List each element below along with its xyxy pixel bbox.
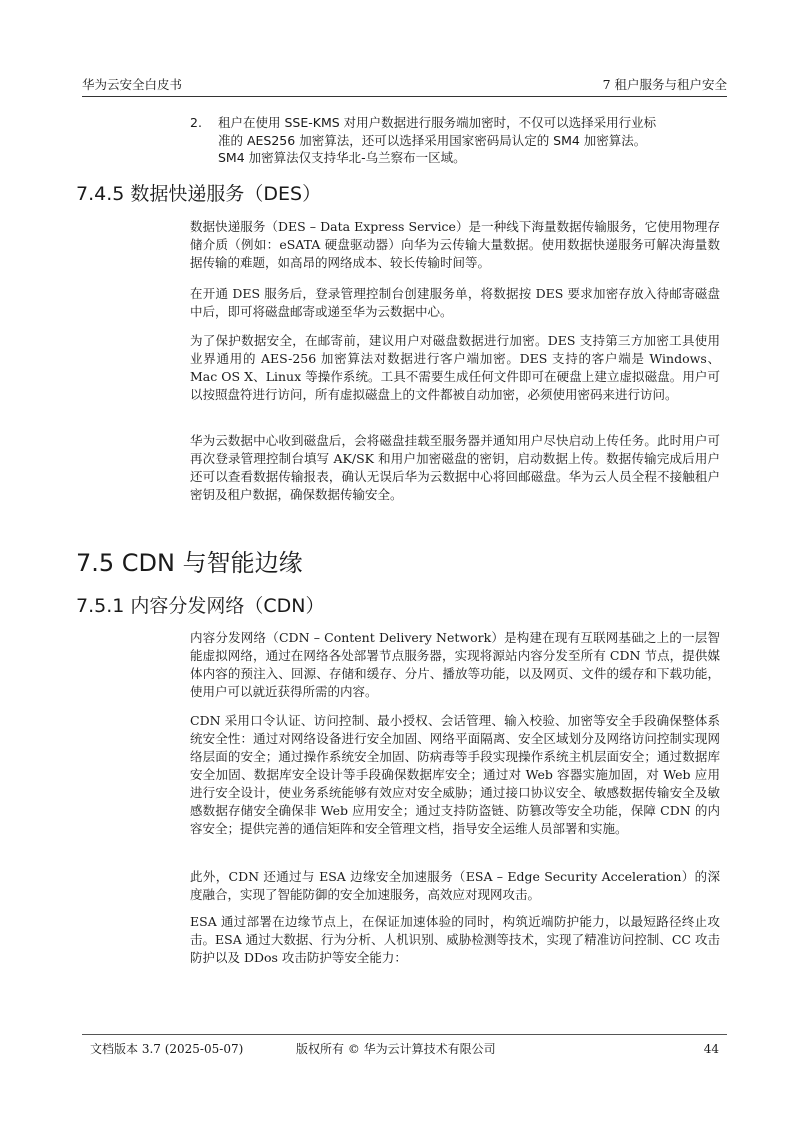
footer-copyright: 版权所有 © 华为云计算技术有限公司 (296, 1042, 496, 1056)
list-item-line: 租户在使用 SSE-KMS 对用户数据进行服务端加密时，不仅可以选择采用行业标 (218, 115, 657, 130)
list-item-line: 准的 AES256 加密算法，还可以选择采用国家密码局认定的 SM4 加密算法。 (218, 132, 647, 148)
paragraph: 内容分发网络（CDN – Content Delivery Network）是构建在现有互联网基础之上的一层智能虚拟网络，通过在网络各处部署节点服务器，实现将源站内容分发至所有 CDN 节点，提供媒体内容的预注入、回源、存储和缓存、分片、播放等功能，以及网页、文件的缓存和下载功能，使用户可以就近获得所需的内容。 (190, 630, 720, 699)
footer-version: 文档版本 3.7 (2025-05-07) (90, 1042, 244, 1056)
paragraph: ESA 通过部署在边缘节点上，在保证加速体验的同时，构筑近端防护能力，以最短路径终止攻击。ESA 通过大数据、行为分析、人机识别、威胁检测等技术，实现了精准访问控制、CC 攻击防护以及 DDos 攻击防护等安全能力： (190, 914, 720, 965)
paragraph: 为了保护数据安全，在邮寄前，建议用户对磁盘数据进行加密。DES 支持第三方加密工具使用业界通用的 AES-256 加密算法对数据进行客户端加密。DES 支持的客户端是 Windows、Mac OS X、Linux 等操作系统。工具不需要生成任何文件即可在硬盘上建立虚拟磁盘。用户可以按照盘符进行访问，所有虚拟磁盘上的文件都被自动加密，必须使用密码来进行访问。 (190, 333, 720, 402)
section-heading-7-5-1: 7.5.1 内容分发网络（CDN） (76, 595, 325, 617)
paragraph: 数据快递服务（DES – Data Express Service）是一种线下海量数据传输服务，它使用物理存储介质（例如：eSATA 硬盘驱动器）向华为云传输大量数据。使用数据快递服务可解决海量数据传输的难题，如高昂的网络成本、较长传输时间等。 (190, 219, 720, 270)
list-item-number: 2. (190, 115, 202, 130)
chapter-heading-7-5: 7.5 CDN 与智能边缘 (76, 549, 303, 577)
paragraph: 在开通 DES 服务后，登录管理控制台创建服务单，将数据按 DES 要求加密存放入待邮寄磁盘中后，即可将磁盘邮寄或递至华为云数据中心。 (190, 286, 720, 319)
page-header (82, 77, 727, 97)
header-chapter-title: 7 租户服务与租户安全 (602, 77, 727, 92)
page-footer (82, 1034, 727, 1056)
section-heading-7-4-5: 7.4.5 数据快递服务（DES） (76, 183, 322, 205)
paragraph: 此外，CDN 还通过与 ESA 边缘安全加速服务（ESA – Edge Security Acceleration）的深度融合，实现了智能防御的安全加速服务，高效应对现网攻击。 (190, 869, 720, 902)
header-doc-title: 华为云安全白皮书 (82, 77, 183, 92)
list-item-line: SM4 加密算法仅支持华北-乌兰察布一区域。 (218, 150, 466, 165)
paragraph: 华为云数据中心收到磁盘后，会将磁盘挂载至服务器并通知用户尽快启动上传任务。此时用户可再次登录管理控制台填写 AK/SK 和用户加密磁盘的密钥，启动数据上传。数据传输完成后用户还可以查看数据传输报表，确认无误后华为云数据中心将回邮磁盘。华为云人员全程不接触租户密钥及租户数据，确保数据传输安全。 (190, 433, 720, 502)
paragraph: CDN 采用口令认证、访问控制、最小授权、会话管理、输入校验、加密等安全手段确保整体系统安全性：通过对网络设备进行安全加固、网络平面隔离、安全区域划分及网络访问控制实现网络层面的安全；通过操作系统安全加固、防病毒等手段实现操作系统主机层面安全；通过数据库安全加固、数据库安全设计等手段确保数据库安全；通过对 Web 容器实施加固，对 Web 应用进行安全设计，使业务系统能够有效应对安全威胁；通过接口协议安全、敏感数据传输安全及敏感数据存储安全确保非 Web 应用安全；通过支持防盗链、防篡改等安全功能，保障 CDN 的内容安全；提供完善的通信矩阵和安全管理文档，指导安全运维人员部署和实施。 (190, 713, 720, 836)
list-item-text (218, 114, 718, 167)
page-number: 44 (703, 1042, 719, 1056)
